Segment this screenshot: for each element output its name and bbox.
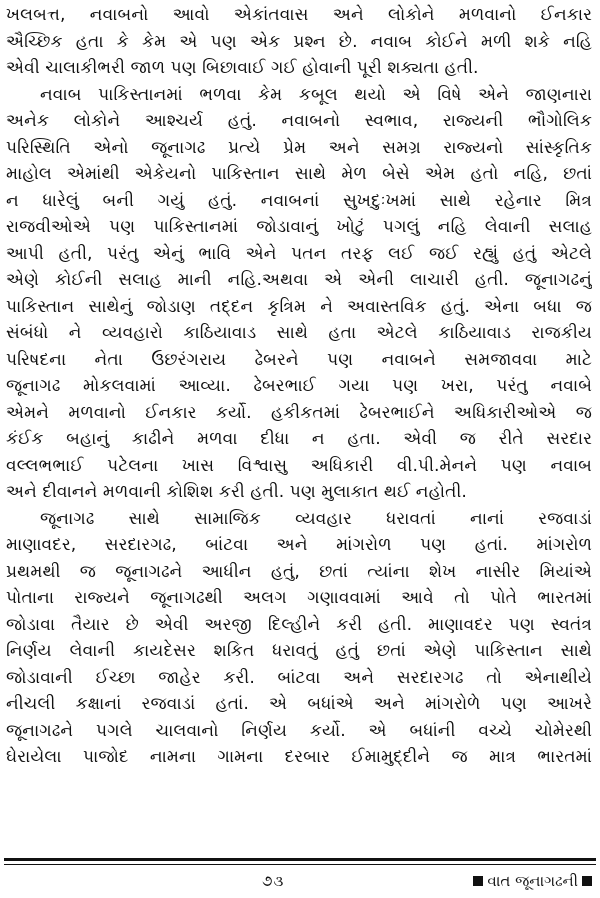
text-line: નીચલી કક્ષાનાં રજવાડાં હતાં. એ બધાંએ અને માંગરોળે પણ આખરે bbox=[6, 694, 592, 714]
text-line: જૂનાગઢને પગલે ચાલવાનો નિર્ણય કર્યો. એ બધાંની વચ્ચે ચોમેરથી bbox=[6, 720, 592, 741]
text-line: વલ્લભભાઈ પટેલના ખાસ વિશ્વાસુ અધિકારી વી.પી.મેનને પણ નવાબ bbox=[6, 455, 592, 476]
text-line: પરિસ્થિતિ એનો જૂનાગઢ પ્રત્યે પ્રેમ અને સમગ્ર રાજ્યનો સાંસ્કૃતિક bbox=[6, 137, 592, 158]
text-line: અને દીવાનને મળવાની કોશિશ કરી હતી. પણ મુલાકાત થઈ નહોતી. bbox=[6, 482, 467, 502]
page-footer bbox=[0, 868, 600, 896]
paragraph bbox=[6, 2, 592, 82]
text-line: ઐચ્છિક હતા કે કેમ એ પણ એક પ્રશ્ન છે. નવાબ કોઈને મળી શકે નહિ bbox=[6, 31, 592, 52]
text-line: ઘેરાયેલા પાજોદ નામના ગામના દરબાર ઈમામુદ્દીને જ માત્ર ભારતમાં bbox=[6, 747, 592, 767]
text-line: માણાવદર, સરદારગઢ, બાંટવા અને માંગરોળ પણ હતાં. માંગરોળ bbox=[6, 535, 592, 555]
text-line: ખલબત્ત, નવાબનો આવો એકાંતવાસ અને લોકોને મળવાનો ઈનકાર bbox=[6, 5, 592, 25]
text-line: રાજવીઓએ પણ પાકિસ્તાનમાં જોડાવાનું ખોટું પગલું નહિ લેવાની સલાહ bbox=[6, 217, 592, 237]
text-line: ન ધારેલું બની ગયું હતું. નવાબનાં સુખદુઃખમાં સાથે રહેનાર મિત્ર bbox=[6, 190, 592, 211]
text-line: એમને મળવાનો ઈનકાર કર્યો. હકીકતમાં ઢેબરભાઈને અધિકારીઓએ જ bbox=[6, 402, 592, 423]
text-line: એણે કોઈની સલાહ માની નહિ.અથવા એ એની લાચારી હતી. જૂનાગઢનું bbox=[6, 270, 592, 290]
text-line: એવી ચાલાકીભરી જાળ પણ બિછાવાઈ ગઈ હોવાની પૂરી શક્યતા હતી. bbox=[6, 58, 479, 78]
text-line: પ્રથમથી જ જૂનાગઢને આધીન હતું, છતાં ત્યાંના શેખ નાસીર મિયાંએ bbox=[6, 561, 592, 582]
running-title-text: વાત જૂનાગઢની bbox=[487, 872, 578, 890]
paragraph bbox=[6, 506, 592, 771]
running-title bbox=[473, 872, 592, 890]
text-line: જોડાવા તૈયાર છે એવી અરજી દિલ્હીને કરી હતી. માણાવદર પણ સ્વતંત્ર bbox=[6, 614, 592, 635]
text-line: પાકિસ્તાન સાથેનું જોડાણ તદ્દન કૃત્રિમ ને અવાસ્તવિક હતું. એના બધા જ bbox=[6, 296, 592, 317]
text-line: નિર્ણય લેવાની કાયદેસર શકિત ધરાવતું હતું છતાં એણે પાકિસ્તાન સાથે bbox=[6, 641, 592, 661]
text-line: સંબંધો ને વ્યવહારો કાઠિયાવાડ સાથે હતા એટલે કાઠિયાવાડ રાજકીય bbox=[6, 323, 592, 343]
footer-rule-thick bbox=[4, 858, 596, 861]
page-number: ૭૩ bbox=[262, 872, 285, 890]
footer-rule-thin bbox=[4, 864, 596, 865]
text-line: માહોલ એમાંથી એકેયનો પાકિસ્તાન સાથે મેળ બેસે એમ હતો નહિ, છતાં bbox=[6, 164, 592, 184]
text-line: કંઈક બહાનું કાઢીને મળવા દીધા ન હતા. એવી જ રીતે સરદાર bbox=[6, 429, 592, 449]
paragraph bbox=[6, 82, 592, 506]
body-text bbox=[6, 2, 592, 771]
text-line: અનેક લોકોને આશ્ચર્ય હતું. નવાબનો સ્વભાવ, રાજ્યની ભૌગોલિક bbox=[6, 111, 592, 131]
text-line: નવાબ પાકિસ્તાનમાં ભળવા કેમ કબૂલ થયો એ વિષે એને જાણનારા bbox=[40, 84, 592, 105]
square-bullet-icon bbox=[473, 876, 483, 886]
text-line: આપી હતી, પરંતુ એનું ભાવિ એને પતન તરફ લઈ જઈ રહ્યું હતું એટલે bbox=[6, 243, 592, 264]
text-line: પરિષદના નેતા ઉછરંગરાય ઢેબરને પણ નવાબને સમજાવવા માટે bbox=[6, 349, 592, 370]
square-bullet-icon bbox=[582, 876, 592, 886]
text-line: જૂનાગઢ સાથે સામાજિક વ્યવહાર ધરાવતાં નાનાં રજવાડાં bbox=[40, 508, 592, 529]
text-line: જૂનાગઢ મોકલવામાં આવ્યા. ઢેબરભાઈ ગયા પણ ખરા, પરંતુ નવાબે bbox=[6, 376, 592, 396]
text-line: જોડાવાની ઈચ્છા જાહેર કરી. બાંટવા અને સરદારગઢ તો એનાથીયે bbox=[6, 667, 592, 688]
text-line: પોતાના રાજ્યને જૂનાગઢથી અલગ ગણાવવામાં આવે તો પોતે ભારતમાં bbox=[6, 588, 592, 608]
